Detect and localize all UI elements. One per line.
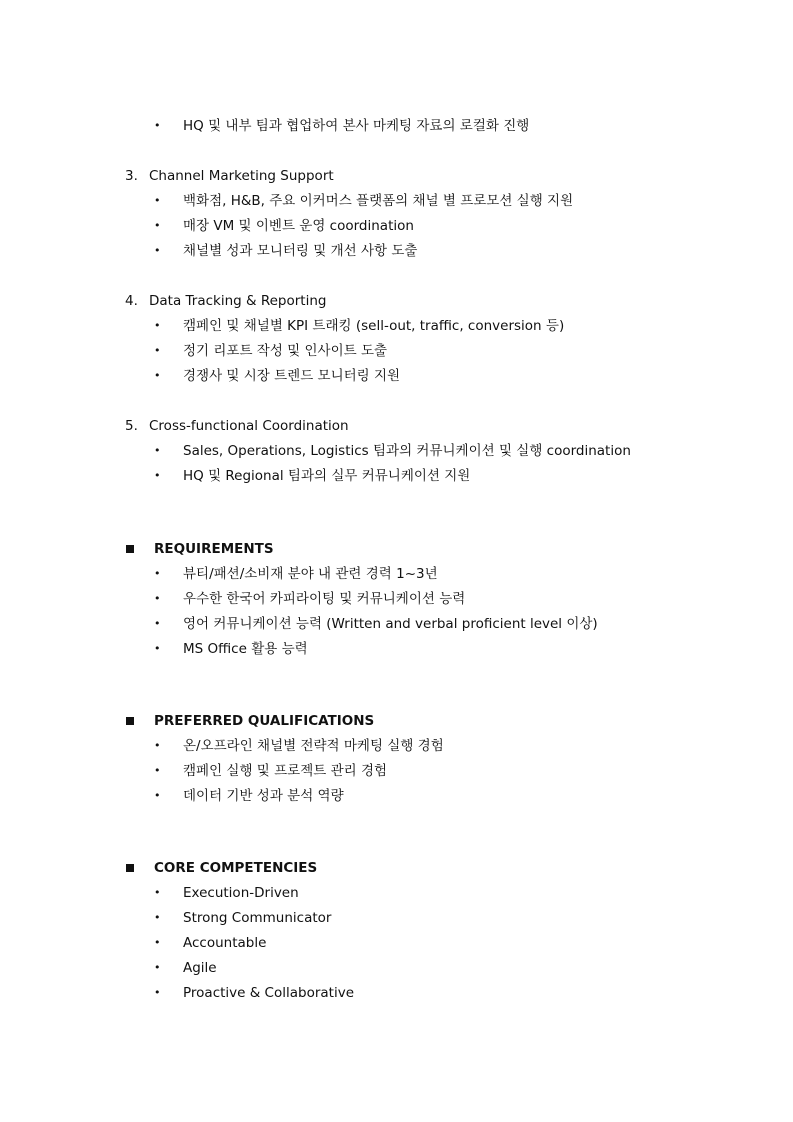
bullet-icon: • [154,789,161,802]
bullet-icon: • [154,764,161,777]
section-title: Channel Marketing Support [149,168,334,184]
square-bullet-icon [126,545,134,553]
bullet-icon: • [154,567,161,580]
bullet-icon: • [154,219,161,232]
bullet-icon: • [154,369,161,382]
bullet-icon: • [154,194,161,207]
list-item: HQ 및 Regional 팀과의 실무 커뮤니케이션 지원 [183,468,471,484]
section-heading: CORE COMPETENCIES [154,860,318,876]
section-heading: PREFERRED QUALIFICATIONS [154,713,375,729]
square-bullet-icon [126,864,134,872]
bullet-icon: • [154,642,161,655]
bullet-icon: • [154,911,161,924]
list-item: 백화점, H&B, 주요 이커머스 플랫폼의 채널 별 프로모션 실행 지원 [183,193,574,209]
list-item: 정기 리포트 작성 및 인사이트 도출 [183,343,388,359]
list-item: 영어 커뮤니케이션 능력 (Written and verbal proficient level 이상) [183,616,598,632]
bullet-icon: • [154,119,161,132]
section-number: 5. [125,418,138,434]
bullet-icon: • [154,244,161,257]
list-item: Strong Communicator [183,910,332,926]
bullet-icon: • [154,886,161,899]
section-heading: REQUIREMENTS [154,541,274,557]
list-item: 채널별 성과 모니터링 및 개선 사항 도출 [183,243,418,259]
list-item: 온/오프라인 채널별 전략적 마케팅 실행 경험 [183,738,444,754]
list-item: MS Office 활용 능력 [183,641,308,657]
list-item: Agile [183,960,217,976]
bullet-icon: • [154,444,161,457]
bullet-icon: • [154,344,161,357]
list-item: Proactive & Collaborative [183,985,355,1001]
bullet-icon: • [154,936,161,949]
list-item: 데이터 기반 성과 분석 역량 [183,788,344,804]
bullet-icon: • [154,986,161,999]
list-item: 캠페인 및 채널별 KPI 트래킹 (sell-out, traffic, conversion 등) [183,318,565,334]
list-item: Execution-Driven [183,885,299,901]
list-item: 경쟁사 및 시장 트렌드 모니터링 지원 [183,368,401,384]
list-item: Sales, Operations, Logistics 팀과의 커뮤니케이션 및 실행 coordination [183,443,631,459]
square-bullet-icon [126,717,134,725]
bullet-icon: • [154,961,161,974]
section-title: Cross-functional Coordination [149,418,349,434]
bullet-icon: • [154,469,161,482]
section-number: 4. [125,293,138,309]
list-item: Accountable [183,935,267,951]
list-item: 뷰티/패션/소비재 분야 내 관련 경력 1~3년 [183,566,438,582]
list-item: 캠페인 실행 및 프로젝트 관리 경험 [183,763,388,779]
bullet-icon: • [154,617,161,630]
section-title: Data Tracking & Reporting [149,293,327,309]
bullet-icon: • [154,592,161,605]
section-number: 3. [125,168,138,184]
bullet-icon: • [154,319,161,332]
list-item: 매장 VM 및 이벤트 운영 coordination [183,218,414,234]
bullet-icon: • [154,739,161,752]
list-item: HQ 및 내부 팀과 협업하여 본사 마케팅 자료의 로컬화 진행 [183,118,530,134]
list-item: 우수한 한국어 카피라이팅 및 커뮤니케이션 능력 [183,591,466,607]
